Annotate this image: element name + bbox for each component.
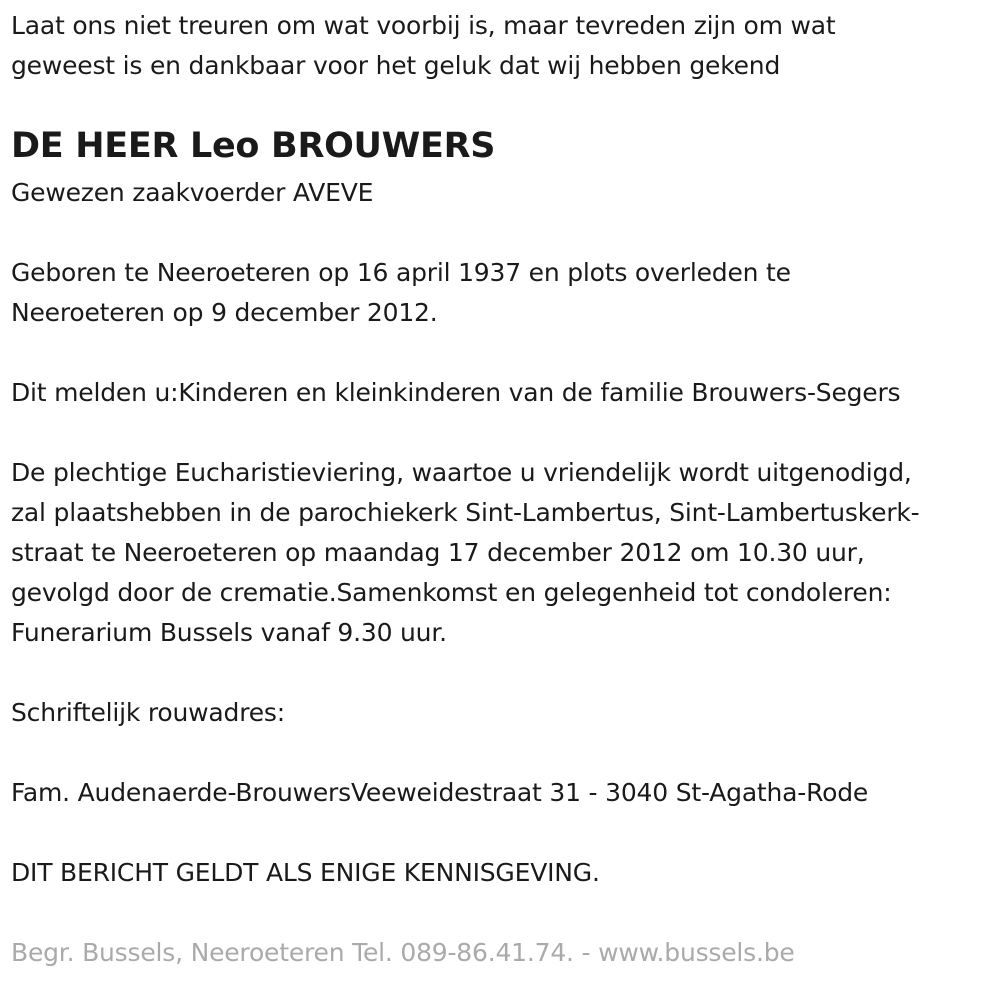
ceremony-block (11, 453, 920, 653)
quote-line: Laat ons niet treuren om wat voorbij is, maar tevreden zijn om wat (11, 11, 836, 40)
ceremony-line: straat te Neeroeteren op maandag 17 december 2012 om 10.30 uur, (11, 538, 865, 567)
birth-death-block (11, 253, 791, 333)
birth-death-line: Neeroeteren op 9 december 2012. (11, 298, 438, 327)
deceased-function: Gewezen zaakvoerder AVEVE (11, 178, 374, 207)
notice-text: DIT BERICHT GELDT ALS ENIGE KENNISGEVING. (11, 858, 600, 887)
ceremony-line: gevolgd door de crematie.Samenkomst en gelegenheid tot condoleren: (11, 578, 892, 607)
announcers-text: Dit melden u:Kinderen en kleinkinderen van de familie Brouwers-Segers (11, 378, 901, 407)
mourning-address: Fam. Audenaerde-BrouwersVeeweidestraat 31 - 3040 St-Agatha-Rode (11, 778, 869, 807)
ceremony-line: zal plaatshebben in de parochiekerk Sint-Lambertus, Sint-Lambertuskerk- (11, 498, 920, 527)
quote-block (11, 6, 835, 86)
ceremony-line: Funerarium Bussels vanaf 9.30 uur. (11, 618, 447, 647)
quote-line: geweest is en dankbaar voor het geluk dat wij hebben gekend (11, 51, 781, 80)
ceremony-line: De plechtige Eucharistieviering, waartoe u vriendelijk wordt uitgenodigd, (11, 458, 912, 487)
birth-death-line: Geboren te Neeroeteren op 16 april 1937 en plots overleden te (11, 258, 791, 287)
address-label: Schriftelijk rouwadres: (11, 698, 285, 727)
funeral-home-footer: Begr. Bussels, Neeroeteren Tel. 089-86.41.74. - www.bussels.be (11, 938, 795, 967)
deceased-name: DE HEER Leo BROUWERS (11, 126, 496, 166)
